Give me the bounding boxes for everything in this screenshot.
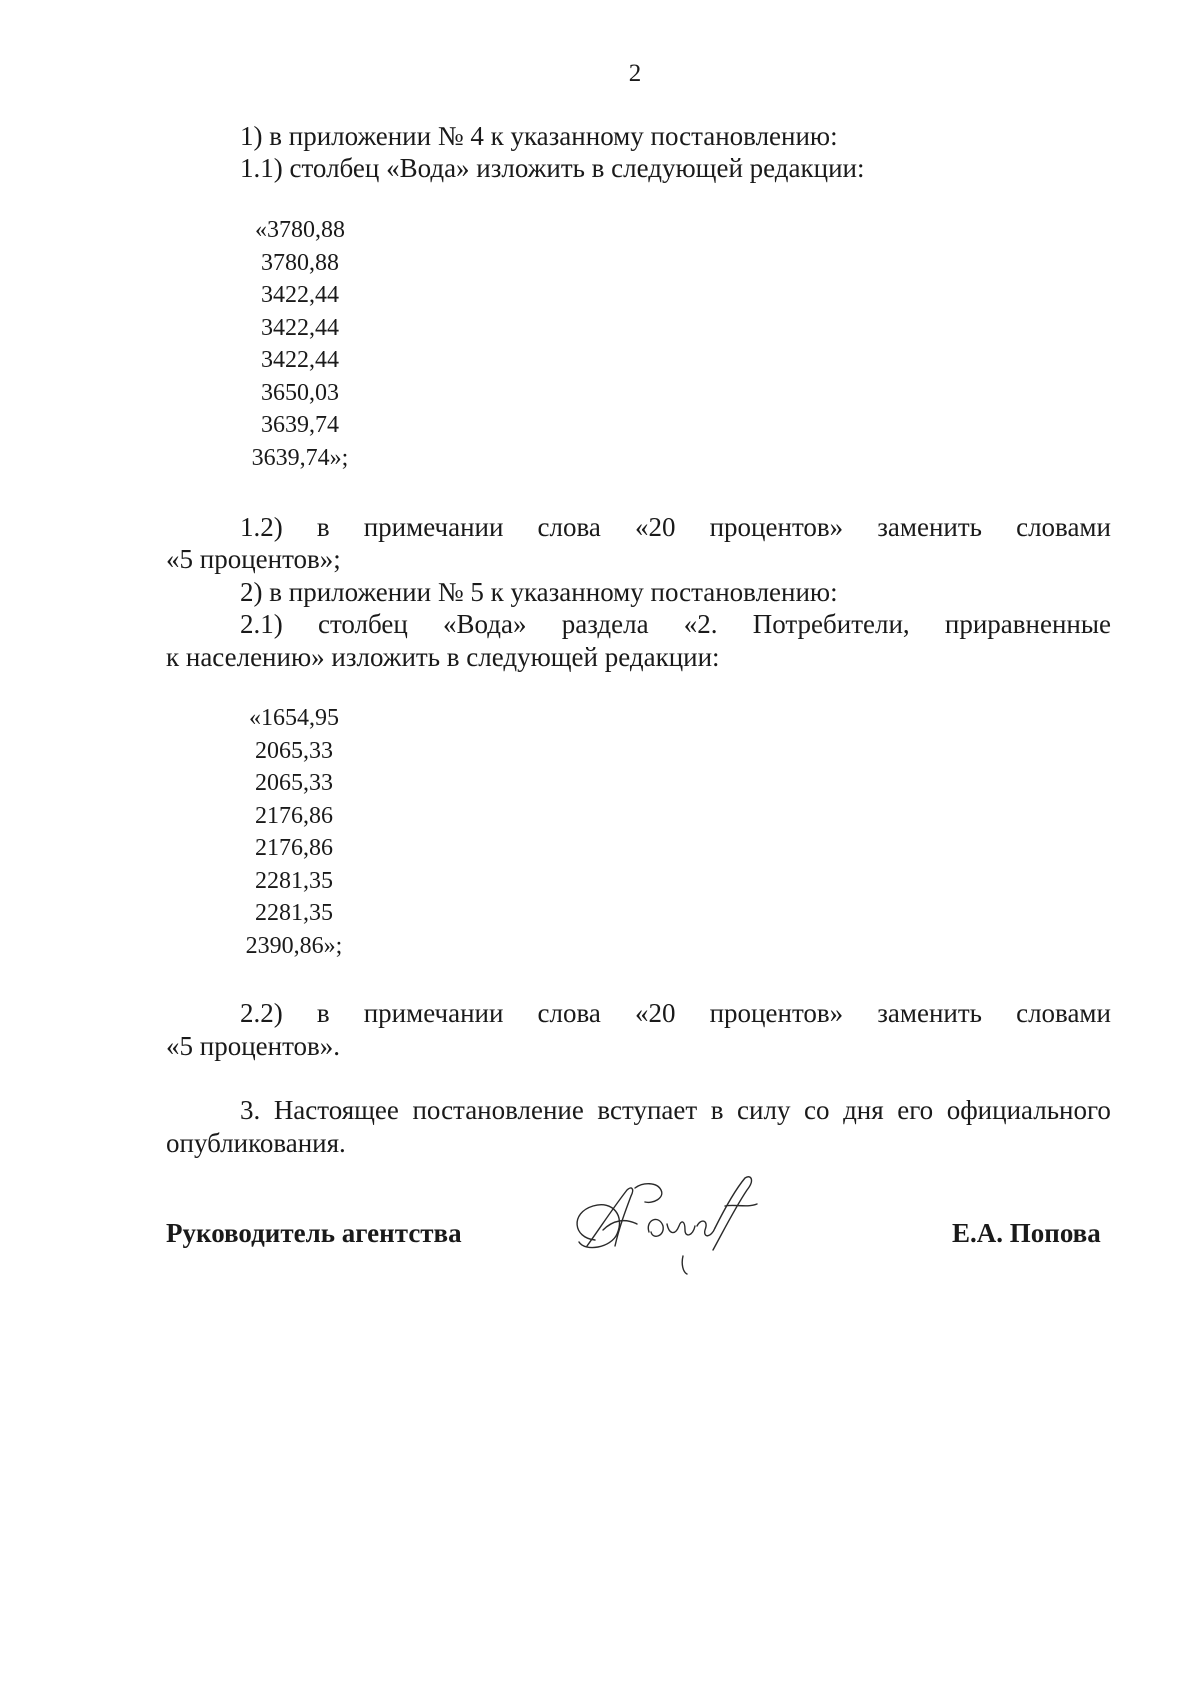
value-item: 3422,44 <box>261 314 339 341</box>
value-item: 2176,86 <box>255 802 333 829</box>
word: со <box>804 1095 830 1125</box>
value-item: 2281,35 <box>255 867 333 894</box>
value-item: 3780,88 <box>261 249 339 276</box>
word: в <box>316 998 330 1028</box>
word: раздела <box>561 609 649 639</box>
word: 3. <box>240 1095 261 1125</box>
word: Потребители, <box>752 609 910 639</box>
value-item: 2065,33 <box>255 737 333 764</box>
value-item: 3422,44 <box>261 282 339 308</box>
signatory-title: Руководитель агентства <box>166 1218 462 1248</box>
paragraph-2-1-line-1 <box>166 608 1111 640</box>
paragraph-3-line-2: опубликования. <box>166 1128 346 1158</box>
word: в <box>710 1095 724 1125</box>
word: «20 <box>635 998 676 1028</box>
paragraph-3-line-1 <box>166 1094 1111 1126</box>
value-item: 3639,74 <box>261 412 339 438</box>
paragraph-2-2-line-1 <box>166 997 1111 1029</box>
word: 2.1) <box>240 609 283 639</box>
word: 2.2) <box>240 998 283 1028</box>
value-item: 3650,03 <box>261 379 339 406</box>
paragraph-1-2-line-1 <box>166 511 1111 543</box>
word: заменить <box>877 512 982 542</box>
word: словами <box>1016 512 1111 542</box>
value-item: «3780,88 <box>255 217 345 243</box>
signatory-name: Е.А. Попова <box>952 1218 1101 1248</box>
value-item: 2065,33 <box>255 770 333 796</box>
word: Настоящее <box>273 1095 399 1125</box>
value-item: «1654,95 <box>249 705 339 731</box>
paragraph-1-2-line-2: «5 процентов»; <box>166 544 341 574</box>
word: приравненные <box>944 609 1111 639</box>
word: слова <box>537 998 601 1028</box>
word: примечании <box>363 998 504 1028</box>
word: в <box>316 512 330 542</box>
word: его <box>897 1095 934 1125</box>
word: столбец <box>317 609 408 639</box>
word: примечании <box>363 512 504 542</box>
value-item: 2390,86»; <box>245 932 343 959</box>
word: процентов» <box>709 512 844 542</box>
paragraph-2-1-line-2: к населению» изложить в следующей редакции: <box>166 642 720 672</box>
word: постановление <box>412 1095 584 1125</box>
word: «Вода» <box>443 609 527 639</box>
word: официального <box>946 1095 1111 1125</box>
paragraph-1-1: 1.1) столбец «Вода» изложить в следующей редакции: <box>240 153 865 183</box>
page-number: 2 <box>628 60 642 87</box>
handwritten-signature <box>565 1168 775 1278</box>
word: заменить <box>877 998 982 1028</box>
paragraph-2: 2) в приложении № 5 к указанному постановлению: <box>240 577 838 607</box>
value-item: 2281,35 <box>255 900 333 926</box>
word: «2. <box>683 609 718 639</box>
word: слова <box>537 512 601 542</box>
paragraph-1: 1) в приложении № 4 к указанному постановлению: <box>240 121 838 151</box>
word: «20 <box>635 512 676 542</box>
word: силу <box>737 1095 791 1125</box>
paragraph-2-2-line-2: «5 процентов». <box>166 1031 341 1061</box>
word: вступает <box>597 1095 698 1125</box>
word: 1.2) <box>240 512 283 542</box>
word: словами <box>1016 998 1111 1028</box>
value-item: 3639,74»; <box>251 444 349 471</box>
values-block-1 <box>250 214 350 474</box>
word: дня <box>843 1095 884 1125</box>
values-block-2 <box>244 702 344 962</box>
word: процентов» <box>709 998 844 1028</box>
value-item: 2176,86 <box>255 835 333 861</box>
value-item: 3422,44 <box>261 347 339 373</box>
